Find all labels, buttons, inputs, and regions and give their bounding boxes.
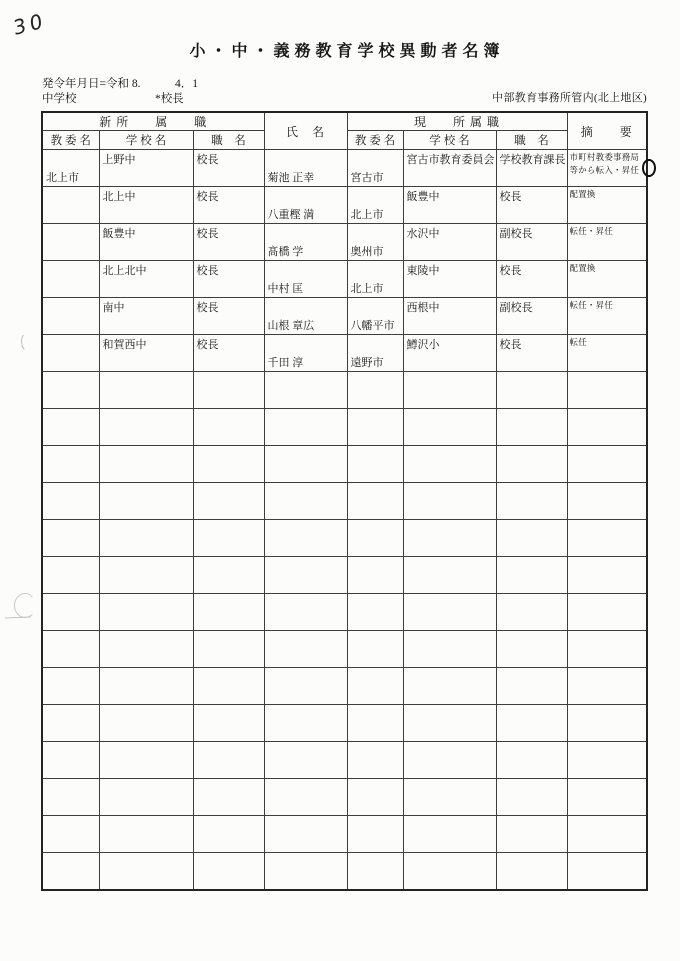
table-row: [42, 335, 647, 372]
new-school-cell: [99, 372, 193, 409]
new-title-cell: [193, 483, 264, 520]
new-title-cell: [193, 335, 264, 372]
header-cur-title: 職 名: [496, 131, 567, 150]
remark-cell: [567, 446, 647, 483]
new-title-cell: [193, 520, 264, 557]
cur-school-cell: [403, 742, 496, 779]
remark-cell: [567, 705, 647, 742]
cur-title-cell-text: 副校長: [499, 228, 533, 240]
table-row-empty: [42, 483, 647, 520]
remark-cell: [567, 853, 647, 890]
header-new-board: 教 委 名: [42, 131, 99, 150]
new-board-cell: [42, 187, 99, 224]
cur-school-cell: [403, 187, 496, 224]
name-cell: [264, 224, 347, 261]
cur-title-cell-text: 学校教育課長: [499, 154, 566, 166]
remark-cell: [567, 150, 647, 187]
new-board-cell: [42, 631, 99, 668]
new-school-cell: [99, 631, 193, 668]
new-school-cell: [99, 187, 193, 224]
new-school-cell-text: 北上中: [102, 191, 136, 203]
cur-school-cell: [403, 261, 496, 298]
new-board-cell: [42, 594, 99, 631]
cur-board-cell: [347, 742, 403, 779]
new-board-cell: [42, 335, 99, 372]
name-cell: [264, 779, 347, 816]
cur-board-cell: [347, 372, 403, 409]
cur-school-cell: [403, 557, 496, 594]
cur-board-cell: [347, 150, 403, 187]
new-title-cell: [193, 261, 264, 298]
new-school-cell-text: 上野中: [102, 154, 136, 166]
cur-title-cell: [496, 631, 567, 668]
table-row: [42, 298, 647, 335]
cur-school-cell: [403, 335, 496, 372]
cur-board-cell: [347, 816, 403, 853]
new-school-cell: [99, 557, 193, 594]
cur-board-cell: [347, 187, 403, 224]
new-school-cell: [99, 668, 193, 705]
remark-cell: [567, 261, 647, 298]
name-cell: [264, 816, 347, 853]
punch-hole-dash: [5, 617, 31, 619]
remark-cell: [567, 372, 647, 409]
table-row: [42, 261, 647, 298]
cur-title-cell-text: 校長: [499, 339, 522, 351]
table-row-empty: [42, 446, 647, 483]
new-board-cell: [42, 853, 99, 890]
cur-school-cell: [403, 372, 496, 409]
cur-board-cell-text: 奥州市: [350, 246, 384, 258]
new-board-cell: [42, 557, 99, 594]
cur-board-cell: [347, 557, 403, 594]
new-title-cell: [193, 668, 264, 705]
cur-title-cell: [496, 187, 567, 224]
cur-title-cell: [496, 409, 567, 446]
remark-cell-text: 転任・昇任: [569, 226, 614, 236]
new-school-cell: [99, 409, 193, 446]
table-row-empty: [42, 372, 647, 409]
new-title-cell-text: 校長: [196, 265, 219, 277]
new-title-cell-text: 校長: [196, 228, 219, 240]
new-school-cell: [99, 779, 193, 816]
cur-board-cell: [347, 409, 403, 446]
cur-school-cell: [403, 483, 496, 520]
cur-school-cell-text: 鱒沢小: [406, 339, 440, 351]
header-new-school: 学 校 名: [99, 131, 193, 150]
cur-title-cell: [496, 520, 567, 557]
new-board-cell: [42, 298, 99, 335]
transfer-roster-table: [41, 111, 648, 891]
new-title-cell: [193, 446, 264, 483]
table-row: [42, 187, 647, 224]
cur-title-cell: [496, 779, 567, 816]
table-row-empty: [42, 668, 647, 705]
remark-cell: [567, 594, 647, 631]
name-cell: [264, 520, 347, 557]
remark-cell: [567, 742, 647, 779]
remark-cell-text: 配置換: [569, 189, 596, 199]
cur-school-cell: [403, 668, 496, 705]
cur-board-cell: [347, 446, 403, 483]
name-cell-text: 菊池 正幸: [267, 172, 315, 184]
new-title-cell-text: 校長: [196, 339, 219, 351]
new-board-cell: [42, 150, 99, 187]
remark-cell: [567, 816, 647, 853]
cur-school-cell: [403, 853, 496, 890]
header-current-position-group: 現 所 属 職: [347, 112, 567, 131]
new-title-cell: [193, 705, 264, 742]
punch-hole-arc-lower: [14, 593, 36, 618]
remark-cell: [567, 224, 647, 261]
cur-board-cell: [347, 668, 403, 705]
new-title-cell-text: 校長: [196, 302, 219, 314]
new-board-cell: [42, 816, 99, 853]
cur-school-cell: [403, 298, 496, 335]
cur-board-cell: [347, 594, 403, 631]
punch-hole-arc-upper: [20, 332, 35, 353]
name-cell: [264, 631, 347, 668]
new-board-cell: [42, 372, 99, 409]
cur-title-cell-text: 校長: [499, 265, 522, 277]
cur-school-cell-text: 飯豊中: [406, 191, 440, 203]
cur-title-cell: [496, 668, 567, 705]
new-title-cell: [193, 631, 264, 668]
cur-board-cell-text: 北上市: [350, 209, 384, 221]
name-cell: [264, 705, 347, 742]
cur-title-cell: [496, 557, 567, 594]
new-board-cell-text: 北上市: [46, 172, 79, 184]
remark-cell: [567, 298, 647, 335]
cur-board-cell: [347, 631, 403, 668]
new-school-cell: [99, 520, 193, 557]
cur-title-cell: [496, 261, 567, 298]
header-remarks: 摘 要: [567, 112, 647, 150]
new-board-cell: [42, 668, 99, 705]
remark-cell: [567, 483, 647, 520]
new-school-cell: [99, 446, 193, 483]
cur-board-cell: [347, 483, 403, 520]
new-title-cell: [193, 742, 264, 779]
cur-board-cell-text: 北上市: [350, 283, 384, 295]
cur-school-cell: [403, 150, 496, 187]
new-school-cell-text: 北上北中: [102, 265, 147, 277]
new-school-cell: [99, 483, 193, 520]
new-title-cell: [193, 150, 264, 187]
table-row: [42, 150, 647, 187]
cur-school-cell-text: 東陵中: [406, 265, 440, 277]
name-cell-text: 山根 章広: [267, 320, 315, 332]
cur-title-cell: [496, 372, 567, 409]
table-row-empty: [42, 705, 647, 742]
table-row-empty: [42, 631, 647, 668]
cur-school-cell: [403, 594, 496, 631]
cur-board-cell-text: 宮古市: [350, 172, 384, 184]
new-school-cell-text: 飯豊中: [102, 228, 136, 240]
header-cur-board: 教 委 名: [347, 131, 403, 150]
table-row-empty: [42, 594, 647, 631]
remark-cell: [567, 187, 647, 224]
new-title-cell: [193, 853, 264, 890]
page-title: 小・中・義務教育学校異動者名簿: [189, 43, 505, 60]
header-cur-school: 学 校 名: [403, 131, 496, 150]
cur-board-cell: [347, 224, 403, 261]
new-school-cell: [99, 705, 193, 742]
new-title-cell-text: 校長: [196, 191, 219, 203]
cur-board-cell: [347, 520, 403, 557]
new-title-cell: [193, 779, 264, 816]
name-cell: [264, 557, 347, 594]
handwritten-page-number: 30: [12, 7, 48, 41]
remark-cell-text: 転任: [569, 337, 587, 347]
cur-title-cell: [496, 594, 567, 631]
remark-cell-text: 市町村教委事務局等から転入・昇任: [569, 152, 640, 175]
new-school-cell: [99, 224, 193, 261]
name-cell: [264, 298, 347, 335]
new-board-cell: [42, 779, 99, 816]
new-title-cell-text: 校長: [196, 154, 219, 166]
remark-cell: [567, 779, 647, 816]
name-cell: [264, 853, 347, 890]
new-school-cell: [99, 298, 193, 335]
new-school-cell: [99, 261, 193, 298]
table-row: [42, 224, 647, 261]
cur-school-cell-text: 水沢中: [406, 228, 440, 240]
new-board-cell: [42, 409, 99, 446]
name-cell-text: 中村 匡: [267, 283, 304, 295]
cur-title-cell: [496, 446, 567, 483]
new-board-cell: [42, 483, 99, 520]
filter-line: [42, 90, 362, 104]
cur-school-cell: [403, 816, 496, 853]
name-cell: [264, 594, 347, 631]
cur-school-cell: [403, 779, 496, 816]
cur-board-cell: [347, 298, 403, 335]
name-cell: [264, 409, 347, 446]
cur-title-cell: [496, 224, 567, 261]
table-row-empty: [42, 853, 647, 890]
new-school-cell-text: 和賀西中: [102, 339, 147, 351]
table-row-empty: [42, 409, 647, 446]
cur-board-cell-text: 遠野市: [350, 357, 384, 369]
cur-title-cell: [496, 483, 567, 520]
name-cell-text: 八重樫 満: [267, 209, 315, 221]
remark-cell: [567, 668, 647, 705]
cur-title-cell: [496, 335, 567, 372]
name-cell: [264, 261, 347, 298]
new-school-cell: [99, 335, 193, 372]
cur-school-cell: [403, 224, 496, 261]
cur-title-cell: [496, 853, 567, 890]
name-cell: [264, 742, 347, 779]
header-new-title: 職 名: [193, 131, 264, 150]
remark-cell: [567, 335, 647, 372]
remark-cell: [567, 409, 647, 446]
remark-cell: [567, 631, 647, 668]
table-row-empty: [42, 557, 647, 594]
name-cell: [264, 187, 347, 224]
new-school-cell-text: 南中: [102, 302, 125, 314]
table-row-empty: [42, 742, 647, 779]
new-school-cell: [99, 816, 193, 853]
cur-board-cell: [347, 705, 403, 742]
new-title-cell: [193, 298, 264, 335]
cur-board-cell: [347, 779, 403, 816]
remark-cell: [567, 520, 647, 557]
remark-cell-text: 配置換: [569, 263, 596, 273]
new-school-cell: [99, 742, 193, 779]
handwritten-circle-mark: [642, 159, 656, 177]
remark-cell: [567, 557, 647, 594]
cur-title-cell-text: 校長: [499, 191, 522, 203]
cur-school-cell: [403, 631, 496, 668]
cur-school-cell: [403, 409, 496, 446]
new-title-cell: [193, 372, 264, 409]
office-jurisdiction-note: 中部教育事務所管内(北上地区): [492, 92, 647, 104]
cur-title-cell-text: 副校長: [499, 302, 533, 314]
cur-title-cell: [496, 705, 567, 742]
name-cell: [264, 483, 347, 520]
cur-title-cell: [496, 742, 567, 779]
new-school-cell: [99, 594, 193, 631]
name-cell: [264, 150, 347, 187]
cur-board-cell: [347, 261, 403, 298]
name-cell: [264, 446, 347, 483]
cur-board-cell: [347, 853, 403, 890]
new-title-cell: [193, 816, 264, 853]
table-row-empty: [42, 779, 647, 816]
new-title-cell: [193, 594, 264, 631]
new-board-cell: [42, 224, 99, 261]
cur-school-cell: [403, 446, 496, 483]
new-title-cell: [193, 224, 264, 261]
remark-cell-text: 転任・昇任: [569, 300, 614, 310]
cur-board-cell: [347, 335, 403, 372]
cur-title-cell: [496, 150, 567, 187]
name-cell-text: 千田 淳: [267, 357, 304, 369]
new-board-cell: [42, 520, 99, 557]
table-row-empty: [42, 816, 647, 853]
position-filter-label: *校長: [155, 93, 184, 105]
new-school-cell: [99, 150, 193, 187]
new-board-cell: [42, 261, 99, 298]
new-board-cell: [42, 742, 99, 779]
new-title-cell: [193, 409, 264, 446]
name-cell: [264, 372, 347, 409]
name-cell-text: 髙橋 学: [267, 246, 304, 258]
new-board-cell: [42, 446, 99, 483]
header-name: 氏 名: [264, 112, 347, 150]
cur-school-cell-text: 宮古市教育委員会: [406, 154, 495, 166]
new-board-cell: [42, 705, 99, 742]
cur-title-cell: [496, 298, 567, 335]
new-title-cell: [193, 557, 264, 594]
issue-date-line: 発令年月日=令和 8. 4．1: [42, 78, 198, 90]
name-cell: [264, 335, 347, 372]
header-new-position-group: 新 所 属 職: [42, 112, 264, 131]
new-school-cell: [99, 853, 193, 890]
cur-title-cell: [496, 816, 567, 853]
name-cell: [264, 668, 347, 705]
new-title-cell: [193, 187, 264, 224]
cur-board-cell-text: 八幡平市: [350, 320, 395, 332]
cur-school-cell: [403, 705, 496, 742]
cur-school-cell: [403, 520, 496, 557]
school-type-label: 中学校: [42, 93, 77, 105]
cur-school-cell-text: 西根中: [406, 302, 440, 314]
table-row-empty: [42, 520, 647, 557]
